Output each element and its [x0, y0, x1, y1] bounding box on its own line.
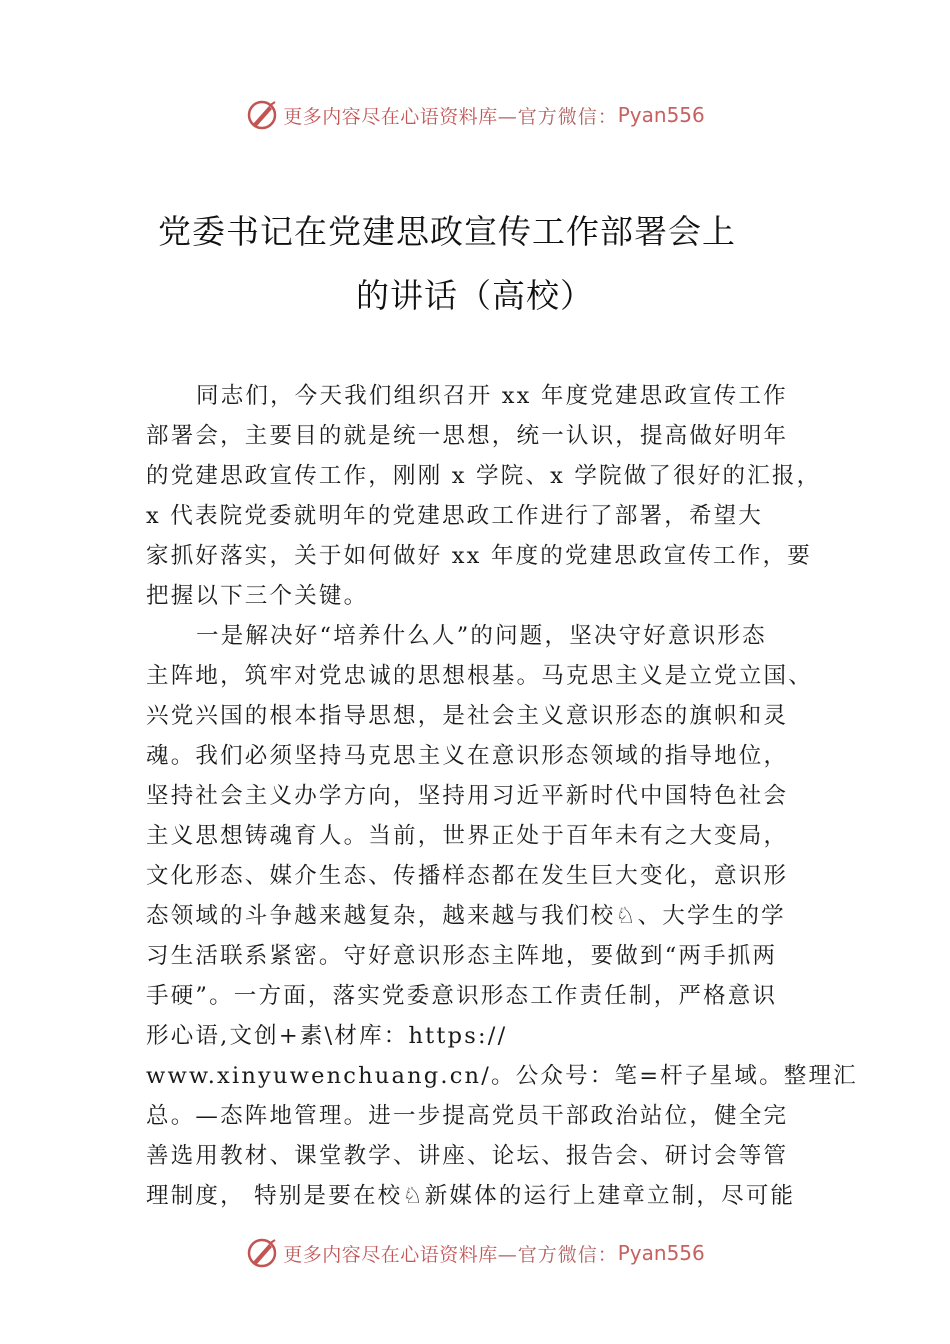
watermark-sub-text: —官方微信：: [497, 105, 618, 128]
body-line: 形心语,文创+素\材库：https://: [146, 1023, 508, 1049]
body-line: 兴党兴国的根本指导思想，是社会主义意识形态的旗帜和灵: [146, 703, 789, 729]
body-line: x 代表院党委就明年的党建思政工作进行了部署，希望大: [146, 503, 764, 529]
quill-logo-icon: [245, 1236, 279, 1270]
body-line: 部署会，主要目的就是统一思想，统一认识，提高做好明年: [146, 423, 789, 449]
document-body: [146, 376, 858, 1216]
body-line: 文化形态、媒介生态、传播样态都在发生巨大变化，意识形: [146, 863, 789, 889]
body-line: 同志们，今天我们组织召开 xx 年度党建思政宣传工作: [196, 383, 788, 409]
body-line: 理制度， 特别是要在校♘新媒体的运行上建章立制，尽可能: [146, 1183, 796, 1209]
body-line: 主义思想铸魂育人。当前，世界正处于百年未有之大变局，: [146, 823, 789, 849]
watermark-sub-text: —官方微信：: [497, 1243, 618, 1266]
watermark-footer: [0, 1233, 950, 1273]
body-line: 坚持社会主义办学方向，坚持用习近平新时代中国特色社会: [146, 783, 789, 809]
title-line-1: 党委书记在党建思政宣传工作部署会上: [158, 212, 736, 251]
body-line: 魂。我们必须坚持马克思主义在意识形态领域的指导地位，: [146, 743, 789, 769]
body-line: 家抓好落实，关于如何做好 xx 年度的党建思政宣传工作，要: [146, 543, 812, 569]
body-line: 手硬”。一方面，落实党委意识形态工作责任制，严格意识: [146, 983, 778, 1009]
body-line: 习生活联系紧密。守好意识形态主阵地，要做到“两手抓两: [146, 943, 778, 969]
watermark-id: Pyan556: [617, 103, 705, 127]
body-line: www.xinyuwenchuang.cn/。公众号：笔=杆子星域。整理汇: [146, 1063, 858, 1089]
body-line: 的党建思政宣传工作，刚刚 x 学院、x 学院做了很好的汇报，: [146, 463, 822, 489]
body-line: 总。—态阵地管理。进一步提高党员干部政治站位，健全完: [146, 1103, 789, 1129]
watermark-main-text: 更多内容尽在心语资料库: [283, 1243, 498, 1266]
quill-logo-icon: [245, 98, 279, 132]
body-line: 态领域的斗争越来越复杂，越来越与我们校♘、大学生的学: [146, 903, 786, 929]
title-line-2: 的讲话（高校）: [356, 276, 594, 315]
body-line: 善选用教材、课堂教学、讲座、论坛、报告会、研讨会等管: [146, 1143, 789, 1169]
watermark-header: [0, 95, 950, 135]
body-line: 主阵地，筑牢对党忠诚的思想根基。马克思主义是立党立国、: [146, 663, 813, 689]
body-line: 一是解决好“培养什么人”的问题，坚决守好意识形态: [196, 623, 767, 649]
watermark-main-text: 更多内容尽在心语资料库: [283, 105, 498, 128]
body-line: 把握以下三个关键。: [146, 583, 369, 609]
watermark-id: Pyan556: [617, 1241, 705, 1265]
